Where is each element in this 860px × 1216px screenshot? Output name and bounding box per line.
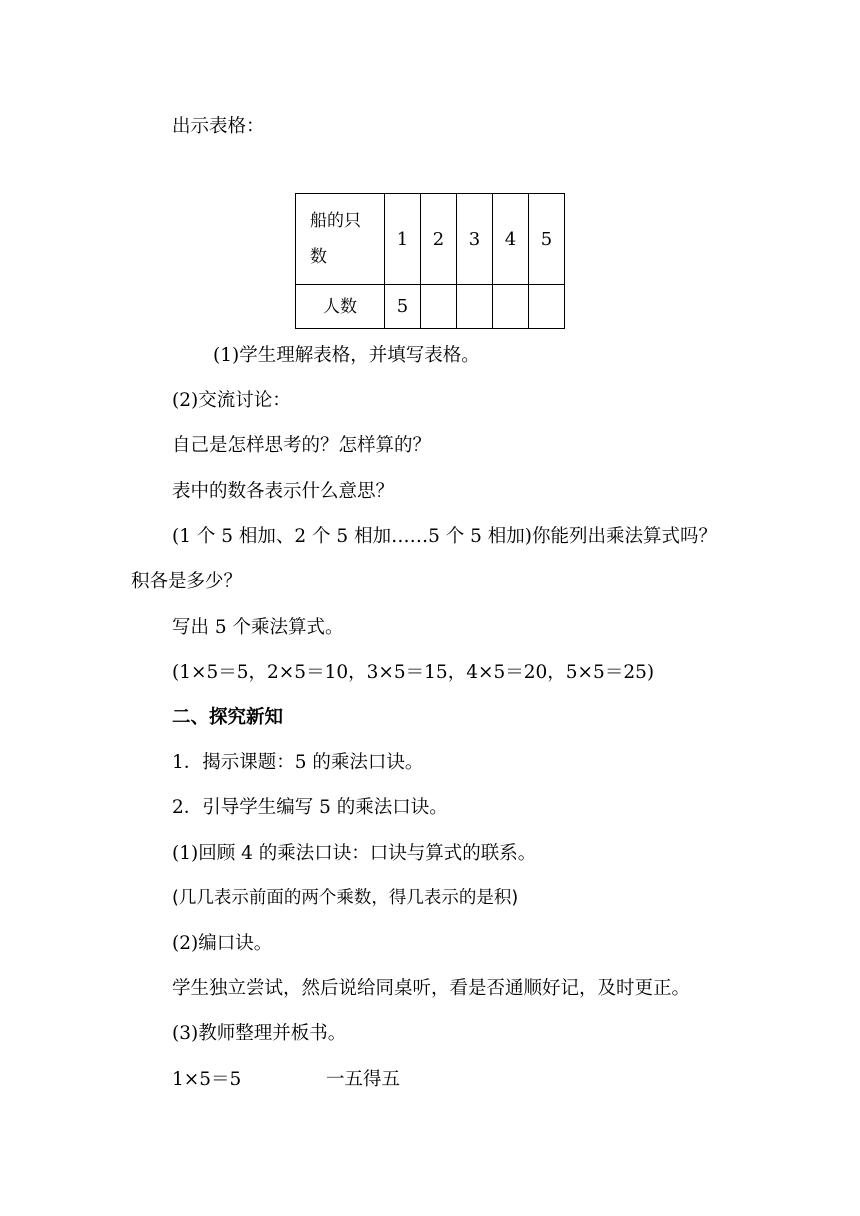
section-heading: 二、探究新知 [172, 707, 284, 728]
intro-text: 出示表格： [172, 116, 265, 137]
table-row [296, 194, 565, 285]
paragraph: (2)交流讨论： [172, 390, 291, 411]
paragraph: 自己是怎样思考的？怎样算的？ [172, 435, 432, 456]
paragraph: 1．揭示课题：5 的乘法口诀。 [172, 752, 424, 773]
boat-people-table [295, 193, 565, 329]
paragraph: 积各是多少？ [131, 571, 243, 592]
paragraph: (2)编口诀。 [172, 933, 273, 954]
table-cell [421, 285, 457, 329]
paragraph: (1)回顾 4 的乘法口诀：口诀与算式的联系。 [172, 843, 537, 864]
table-cell [493, 285, 529, 329]
multiplication-formula: 1×5＝5 [172, 1069, 242, 1090]
table-cell [457, 285, 493, 329]
paragraph: 学生独立尝试，然后说给同桌听，看是否通顺好记，及时更正。 [172, 978, 691, 999]
paragraph: (1)学生理解表格，并填写表格。 [213, 345, 480, 366]
table-cell: 2 [421, 194, 457, 285]
table-cell: 4 [493, 194, 529, 285]
table-cell: 1 [385, 194, 421, 285]
multiplication-rhyme: 一五得五 [326, 1069, 401, 1090]
paragraph: (1×5＝5，2×5＝10，3×5＝15，4×5＝20，5×5＝25) [172, 662, 655, 683]
table-header-people: 人数 [296, 285, 385, 329]
paragraph: 2．引导学生编写 5 的乘法口诀。 [172, 797, 448, 818]
table-cell: 3 [457, 194, 493, 285]
table-header-boats: 船的只数 [296, 194, 385, 285]
paragraph: (几几表示前面的两个乘数，得几表示的是积) [172, 888, 519, 908]
paragraph: (1 个 5 相加、2 个 5 相加……5 个 5 相加)你能列出乘法算式吗？ [172, 526, 717, 547]
table-row [296, 285, 565, 329]
table-cell: 5 [385, 285, 421, 329]
paragraph: 写出 5 个乘法算式。 [172, 617, 344, 638]
table-cell: 5 [529, 194, 565, 285]
paragraph: (3)教师整理并板书。 [172, 1023, 347, 1044]
paragraph: 表中的数各表示什么意思？ [172, 481, 395, 502]
table-cell [529, 285, 565, 329]
